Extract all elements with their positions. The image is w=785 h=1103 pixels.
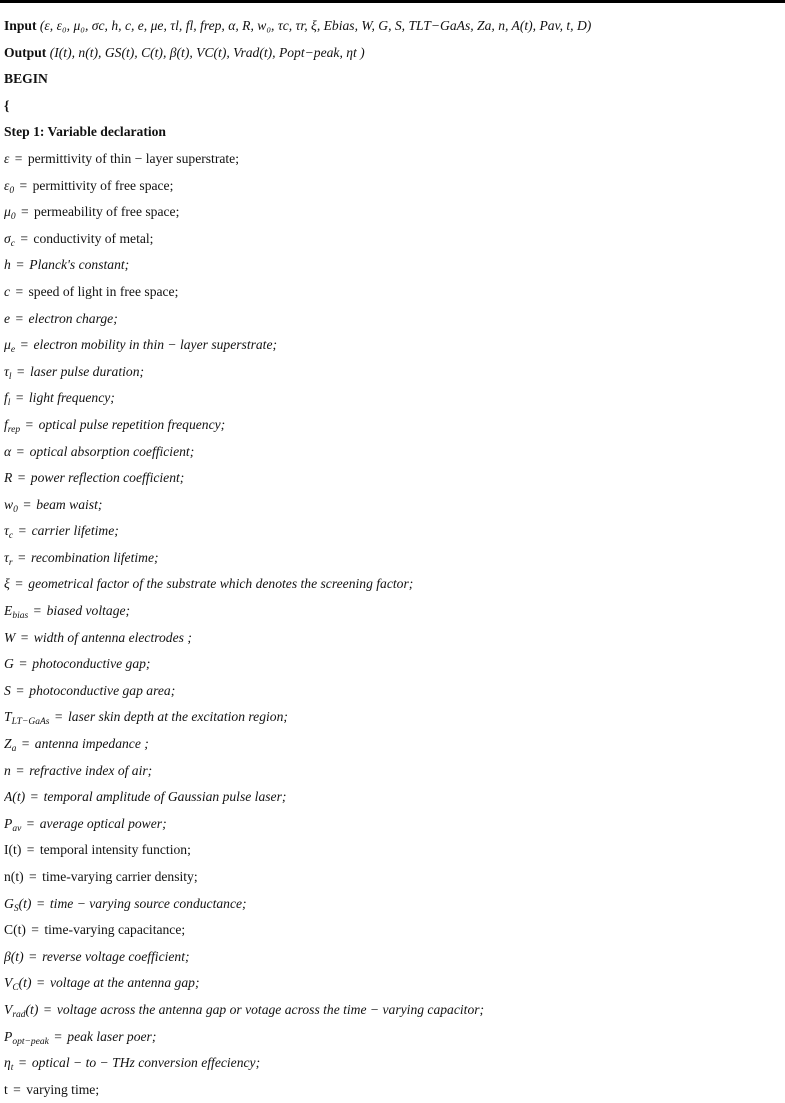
definition-symbol: P (4, 1028, 13, 1044)
definition-text: photoconductive gap; (32, 656, 151, 672)
equals-sign: = (23, 842, 38, 858)
definition-line (4, 944, 780, 971)
definition-line (4, 465, 780, 492)
definition-text: power reflection coefficient; (30, 470, 185, 486)
definition-subscript: r (8, 557, 13, 568)
definition-line (4, 545, 780, 572)
definition-text: beam waist; (36, 496, 103, 512)
definition-text: refractive index of air; (29, 762, 153, 778)
definition-text: electron charge; (28, 310, 118, 326)
definition-text: time-varying carrier density; (42, 869, 198, 884)
definition-symbol: α (4, 443, 12, 459)
definition-text: permeability of free space; (34, 204, 180, 220)
definition-symbol-suffix: (t) (25, 1001, 39, 1017)
definition-symbol: τ (4, 523, 9, 539)
definition-line (4, 598, 780, 625)
definition-line (4, 837, 780, 864)
definition-subscript: 0 (9, 185, 15, 196)
definition-subscript: rad (12, 1009, 26, 1020)
definition-line (4, 199, 780, 226)
begin-keyword: BEGIN (4, 71, 48, 87)
equals-sign: = (16, 230, 32, 246)
definition-symbol: w (4, 496, 14, 512)
definition-line (4, 1077, 780, 1103)
definition-text: geometrical factor of the substrate which denotes the screening factor; (28, 576, 414, 592)
definition-text: reverse voltage coefficient; (42, 948, 190, 964)
definition-text: voltage at the antenna gap; (49, 975, 200, 991)
definition-line (4, 252, 780, 279)
equals-sign: = (13, 363, 28, 379)
definition-line (4, 359, 780, 386)
equals-sign: = (16, 177, 31, 193)
definition-text: voltage across the antenna gap or votage across the time − varying capacitor; (56, 1001, 485, 1017)
definition-text: optical absorption coefficient; (29, 443, 195, 459)
definition-symbol: W (4, 629, 16, 645)
definition-subscript: rep (7, 424, 21, 435)
input-line (4, 13, 780, 40)
equals-sign: = (12, 762, 28, 778)
equals-sign: = (11, 576, 27, 592)
definition-line (4, 226, 780, 253)
definition-text: width of antenna electrodes ; (33, 629, 192, 645)
definition-text: recombination lifetime; (31, 549, 159, 565)
definition-line (4, 970, 780, 997)
definition-line (4, 173, 780, 200)
equals-sign: = (12, 283, 27, 299)
equals-sign: = (12, 310, 27, 326)
definition-line (4, 811, 780, 838)
definition-line (4, 997, 780, 1024)
equals-sign: = (17, 629, 32, 645)
definition-symbol: μ (4, 204, 11, 220)
definition-text: laser pulse duration; (29, 363, 145, 379)
definition-subscript: a (11, 744, 17, 755)
definition-symbol: C(t) (4, 922, 26, 938)
definition-symbol: S (4, 682, 11, 698)
equals-sign: = (12, 682, 28, 698)
equals-sign: = (12, 390, 27, 406)
equals-sign: = (19, 496, 35, 512)
definition-symbol: A(t) (4, 789, 26, 805)
equals-sign: = (11, 150, 26, 166)
definition-symbol: c (4, 283, 11, 299)
output-line (4, 40, 780, 67)
equals-sign: = (15, 523, 30, 539)
definition-symbol: V (4, 1001, 13, 1017)
definition-text: antenna impedance ; (34, 736, 149, 752)
definition-symbol: I(t) (4, 842, 22, 858)
step-1-heading: Step 1: Variable declaration (4, 124, 166, 140)
definition-line (4, 625, 780, 652)
definition-symbol: β(t) (4, 948, 24, 964)
definition-subscript: c (10, 238, 15, 249)
definition-line (4, 518, 780, 545)
input-args: (ε, ε₀, μ₀, σc, h, c, e, μe, τl, fl, frep, α, R, w₀, τc, τr, ξ, Ebias, W, G, S, TLT−GaAs, Za, n, A(t), Pav, t, D) (39, 18, 592, 33)
definition-text: conductivity of metal; (33, 230, 154, 246)
equals-sign: = (15, 656, 31, 672)
definition-symbol-suffix: (t) (18, 895, 32, 911)
definition-symbol: f (4, 390, 8, 406)
definition-text: permittivity of free space; (32, 177, 174, 193)
definition-subscript: e (10, 345, 16, 356)
definition-symbol: ε (4, 177, 10, 193)
equals-sign: = (27, 922, 43, 938)
variable-definitions (4, 146, 780, 1103)
definition-symbol: G (4, 656, 14, 672)
definition-symbol: V (4, 975, 13, 991)
definition-line (4, 492, 780, 519)
equals-sign: = (27, 789, 42, 805)
definition-text: light frequency; (28, 390, 115, 406)
output-args: (I(t), n(t), GS(t), C(t), β(t), VC(t), Vrad(t), Popt−peak, ηt ) (49, 44, 365, 60)
definition-subscript: bias (12, 611, 29, 622)
equals-sign: = (25, 948, 41, 964)
definition-text: temporal amplitude of Gaussian pulse laser; (43, 789, 287, 805)
definition-text: peak laser poer; (67, 1028, 157, 1044)
definition-text: average optical power; (39, 815, 167, 831)
definition-line (4, 864, 780, 891)
definition-line (4, 784, 780, 811)
definition-subscript: c (8, 531, 14, 542)
definition-subscript: S (13, 903, 19, 914)
definition-symbol: σ (4, 230, 11, 246)
definition-text: laser skin depth at the excitation region; (67, 709, 288, 725)
equals-sign: = (18, 736, 33, 752)
definition-subscript: t (10, 1063, 14, 1074)
equals-sign: = (51, 709, 66, 725)
definition-subscript: av (12, 823, 22, 834)
definition-line (4, 891, 780, 918)
definition-symbol: t (4, 1081, 8, 1097)
equals-sign: = (14, 549, 30, 565)
definition-line (4, 1050, 780, 1077)
definition-text: time-varying capacitance; (44, 922, 186, 938)
definition-symbol: E (4, 603, 13, 619)
definition-line (4, 704, 780, 731)
equals-sign: = (40, 1001, 55, 1017)
definition-text: optical pulse repetition frequency; (38, 416, 226, 432)
definition-line (4, 439, 780, 466)
definition-text: varying time; (26, 1081, 100, 1097)
definition-subscript: C (12, 983, 19, 994)
output-label: Output (4, 44, 47, 60)
input-label: Input (4, 18, 37, 33)
definition-subscript: l (7, 398, 11, 409)
definition-text: time − varying source conductance; (49, 895, 247, 911)
definition-symbol: f (4, 416, 8, 432)
definition-line (4, 731, 780, 758)
definition-subscript: 0 (10, 212, 16, 223)
definition-symbol: ε (4, 150, 10, 166)
definition-line (4, 758, 780, 785)
definition-symbol: τ (4, 549, 9, 565)
definition-line (4, 279, 780, 306)
equals-sign: = (33, 895, 48, 911)
equals-sign: = (33, 975, 48, 991)
definition-text: carrier lifetime; (31, 523, 119, 539)
definition-symbol: μ (4, 337, 11, 353)
definition-symbol: R (4, 470, 13, 486)
definition-symbol: G (4, 895, 14, 911)
equals-sign: = (15, 1055, 30, 1071)
definition-symbol: h (4, 257, 11, 273)
definition-symbol: e (4, 310, 11, 326)
equals-sign: = (25, 869, 41, 884)
algorithm-listing (4, 13, 780, 1103)
definition-line (4, 1024, 780, 1051)
definition-subscript: 0 (13, 504, 18, 515)
definition-subscript: opt−peak (12, 1036, 49, 1047)
definition-line (4, 385, 780, 412)
definition-text: permittivity of thin − layer superstrate; (27, 150, 239, 166)
definition-text: electron mobility in thin − layer superstrate; (33, 337, 278, 353)
definition-line (4, 306, 780, 333)
equals-sign: = (30, 603, 45, 619)
definition-symbol: Z (4, 736, 12, 752)
equals-sign: = (14, 470, 29, 486)
definition-line (4, 146, 780, 173)
definition-symbol: η (4, 1055, 11, 1071)
definition-line (4, 332, 780, 359)
definition-line (4, 412, 780, 439)
definition-text: biased voltage; (46, 603, 131, 619)
definition-symbol: P (4, 815, 13, 831)
equals-sign: = (17, 337, 32, 353)
definition-symbol: n (4, 762, 11, 778)
definition-line (4, 651, 780, 678)
definition-symbol: n(t) (4, 869, 24, 884)
equals-sign: = (23, 815, 38, 831)
definition-text: optical − to − THz conversion effeciency; (31, 1055, 261, 1071)
definition-symbol: T (4, 709, 12, 725)
top-rule (0, 0, 785, 3)
definition-symbol: τ (4, 363, 9, 379)
definition-text: speed of light in free space; (28, 283, 179, 299)
definition-text: temporal intensity function; (39, 842, 191, 858)
definition-symbol: ξ (4, 576, 10, 592)
equals-sign: = (17, 204, 33, 220)
definition-symbol-suffix: (t) (18, 975, 32, 991)
definition-line (4, 571, 780, 598)
definition-text: photoconductive gap area; (29, 682, 176, 698)
equals-sign: = (50, 1028, 66, 1044)
equals-sign: = (22, 416, 37, 432)
definition-subscript: l (8, 371, 12, 382)
definition-subscript: LT−GaAs (11, 717, 50, 728)
definition-text: Planck's constant; (29, 257, 130, 273)
equals-sign: = (9, 1081, 25, 1097)
open-brace: { (4, 97, 10, 113)
equals-sign: = (13, 443, 28, 459)
equals-sign: = (12, 257, 28, 273)
definition-line (4, 678, 780, 705)
definition-line (4, 917, 780, 944)
